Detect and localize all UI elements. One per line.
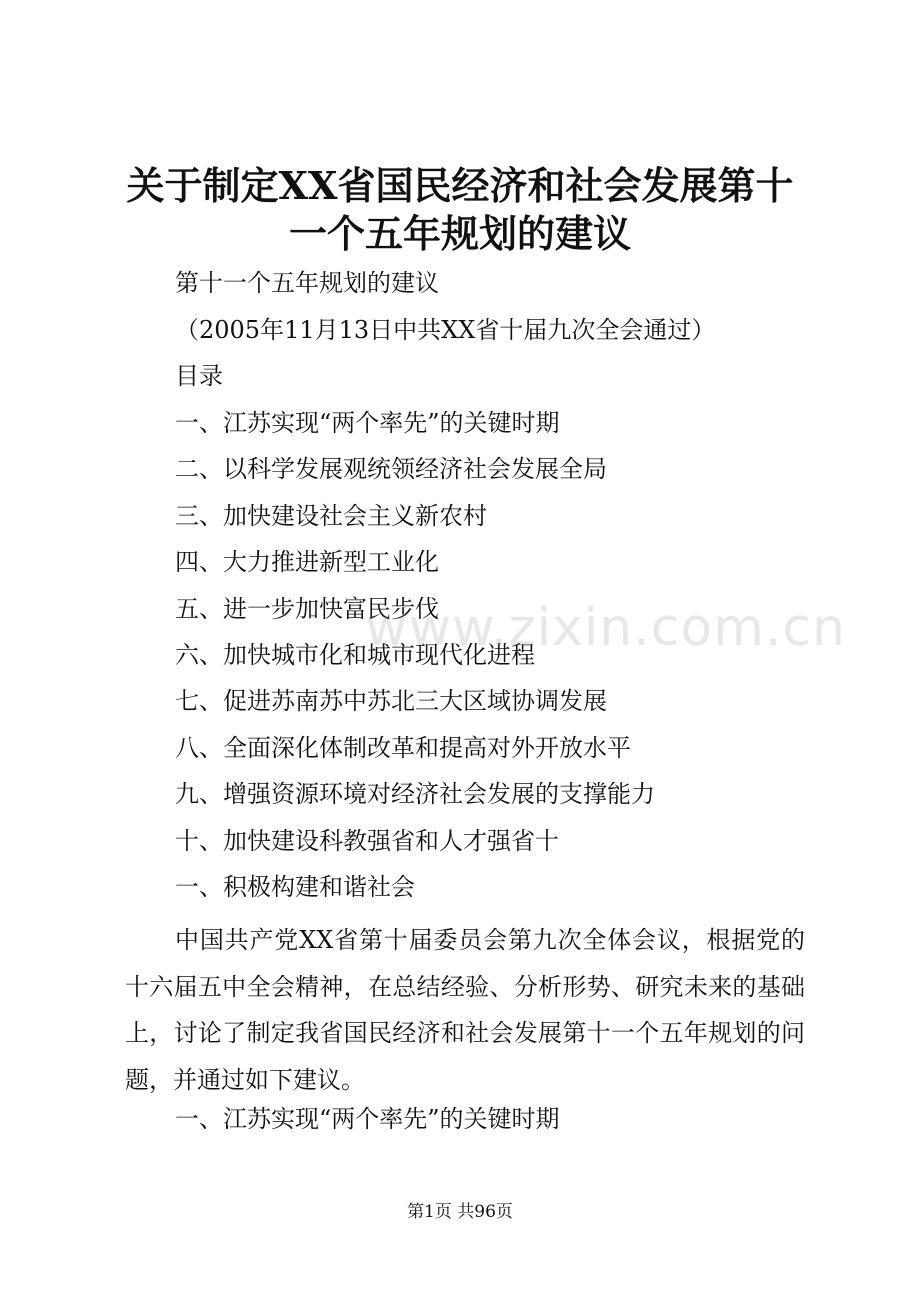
toc-item-11: 一、积极构建和谐社会 [175, 873, 415, 901]
toc-item-10: 十、加快建设科教强省和人才强省十 [175, 827, 559, 855]
toc-item-8: 八、全面深化体制改革和提高对外开放水平 [175, 734, 631, 762]
toc-item-3: 三、加快建设社会主义新农村 [175, 502, 487, 530]
section-heading: 一、江苏实现“两个率先”的关键时期 [175, 1105, 560, 1133]
toc-heading: 目录 [175, 362, 223, 390]
subtitle-line: 第十一个五年规划的建议 [175, 269, 439, 297]
toc-item-6: 六、加快城市化和城市现代化进程 [175, 641, 535, 669]
toc-item-2: 二、以科学发展观统领经济社会发展全局 [175, 455, 607, 483]
adoption-date-line: （2005年11月13日中共XX省十届九次全会通过） [175, 316, 716, 344]
toc-item-7: 七、促进苏南苏中苏北三大区域协调发展 [175, 687, 607, 715]
page-footer: 第1页 共96页 [407, 1202, 513, 1222]
toc-item-5: 五、进一步加快富民步伐 [175, 595, 439, 623]
toc-item-1: 一、江苏实现“两个率先”的关键时期 [175, 409, 560, 437]
toc-item-9: 九、增强资源环境对经济社会发展的支撑能力 [175, 780, 655, 808]
toc-item-4: 四、大力推进新型工业化 [175, 548, 439, 576]
watermark: www.zixin.com.cn [365, 598, 846, 658]
document-title: 关于制定XX省国民经济和社会发展第十一个五年规划的建议 [126, 163, 794, 256]
intro-paragraph: 中国共产党XX省第十届委员会第九次全体会议，根据党的十六届五中全会精神，在总结经验、分析形势、研究未来的基础上，讨论了制定我省国民经济和社会发展第十一个五年规划的问题，并通过如下建议。 [125, 926, 805, 1094]
